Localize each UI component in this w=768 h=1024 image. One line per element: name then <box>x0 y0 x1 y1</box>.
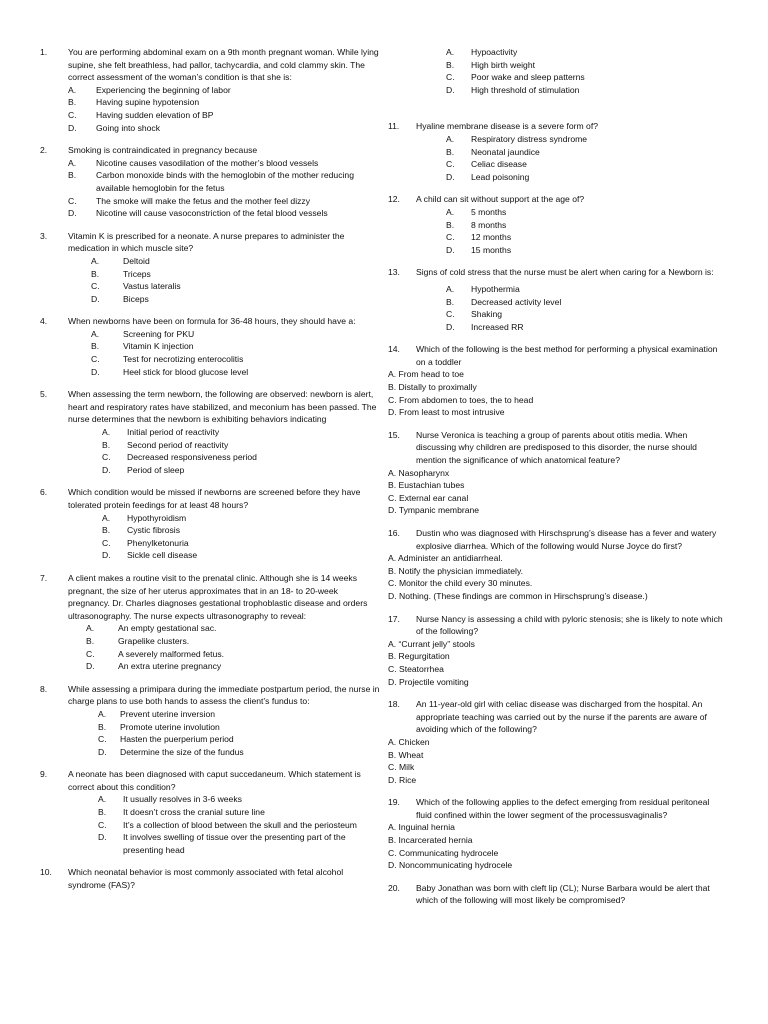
question-15 <box>388 429 724 517</box>
question-2 <box>40 144 382 220</box>
question-number: 18. <box>388 699 400 710</box>
question-13 <box>388 266 724 333</box>
question-number: 4. <box>40 316 48 327</box>
option-b: B. Notify the physician immediately. <box>388 565 524 576</box>
option-c: C. Steatorrhea <box>388 663 444 674</box>
question-text: Which neonatal behavior is most commonly associated with fetal alcohol syndrome (FAS)? <box>68 867 344 891</box>
option-d: D. Noncommunicating hydrocele <box>388 860 513 871</box>
question-number: 17. <box>388 613 400 624</box>
option-c: C. A severely malformed fetus. <box>86 648 225 659</box>
option-a: A. 5 months <box>446 206 507 217</box>
question-text: Signs of cold stress that the nurse must be alert when caring for a Newborn is: <box>416 267 714 278</box>
question-12 <box>388 193 724 256</box>
question-5 <box>40 388 382 476</box>
left-column <box>40 46 382 892</box>
question-11 <box>388 120 724 183</box>
option-b: B. Distally to proximally <box>388 382 477 393</box>
option-c: C. Vastus lateralis <box>91 281 181 292</box>
option-d: D. Lead poisoning <box>446 171 530 182</box>
question-number: 15. <box>388 429 400 440</box>
question-18 <box>388 698 724 786</box>
option-d: D. Sickle cell disease <box>102 550 198 561</box>
question-17 <box>388 613 724 689</box>
question-number: 10. <box>40 867 52 878</box>
question-text: An 11-year-old girl with celiac disease was discharged from the hospital. An appropriate teaching was carried out by the nurse if the parents are aware of avoiding which of the following? <box>416 699 707 735</box>
question-19 <box>388 796 724 872</box>
option-a: A. Nasopharynx <box>388 467 450 478</box>
option-d: D. Projectile vomiting <box>388 676 469 687</box>
question-number: 2. <box>40 145 48 156</box>
question-text: Which of the following is the best method for performing a physical examination on a toddler <box>416 344 718 367</box>
option-d: D. Determine the size of the fundus <box>98 746 244 757</box>
option-a: A. From head to toe <box>388 369 464 380</box>
option-b: B. High birth weight <box>446 59 536 70</box>
option-a: A. Inguinal hernia <box>388 822 455 833</box>
question-text: Vitamin K is prescribed for a neonate. A nurse prepares to administer the medication in which muscle site? <box>68 230 345 254</box>
question-4 <box>40 315 382 378</box>
question-10 <box>40 866 382 891</box>
question-text: When newborns have been on formula for 36-48 hours, they should have a: <box>68 316 356 327</box>
question-number: 9. <box>40 769 48 780</box>
option-a: A. Prevent uterine inversion <box>98 708 216 719</box>
question-text: Dustin who was diagnosed with Hirschsprung’s disease has a fever and watery explosive diarrhea. Which of the following would Nurse Joyce do first? <box>416 528 717 551</box>
question-number: 8. <box>40 683 48 694</box>
option-b: B. Vitamin K injection <box>91 341 194 352</box>
option-a: A. Administer an antidiarrheal. <box>388 553 503 564</box>
question-number: 14. <box>388 344 400 355</box>
option-c: C. The smoke will make the fetus and the mother feel dizzy <box>68 195 310 206</box>
option-a: A. Screening for PKU <box>91 328 195 339</box>
question-9 <box>40 768 382 856</box>
option-c: C. 12 months <box>446 232 512 243</box>
right-column <box>388 46 724 907</box>
option-a: A. Chicken <box>388 736 430 747</box>
option-c: C. Shaking <box>446 309 503 320</box>
option-a: A. Hypoactivity <box>446 47 518 57</box>
question-number: 11. <box>388 121 400 132</box>
question-number: 19. <box>388 797 400 808</box>
option-c: C. Hasten the puerperium period <box>98 734 234 745</box>
option-c: C. Poor wake and sleep patterns <box>446 72 585 83</box>
option-c: C. Celiac disease <box>446 159 527 170</box>
option-a: A. Deltoid <box>91 255 150 266</box>
option-d: D. Nicotine will cause vasoconstriction of the fetal blood vessels <box>68 208 328 219</box>
option-d: D. Biceps <box>91 293 149 304</box>
question-number: 16. <box>388 528 400 538</box>
option-b: B. Regurgitation <box>388 651 450 662</box>
question-number: 6. <box>40 487 48 498</box>
question-text: Nurse Nancy is assessing a child with pyloric stenosis; she is likely to note which of the following? <box>416 613 723 637</box>
question-text: Nurse Veronica is teaching a group of parents about otitis media. When discussing why children are predisposed to this disorder, the nurse should mention the significance of which anatomical feature? <box>416 429 697 466</box>
option-b: B. Cystic fibrosis <box>102 525 181 536</box>
question-number: 12. <box>388 194 400 205</box>
question-number: 7. <box>40 572 48 583</box>
option-d: D. Nothing. (These findings are common in Hirschsprung’s disease.) <box>388 590 648 601</box>
question-text: Which condition would be missed if newborns are screened before they have tolerated protein feedings for at least 48 hours? <box>68 487 361 510</box>
option-d: D. Period of sleep <box>102 464 185 475</box>
question-16 <box>388 527 724 603</box>
option-c: C. Communicating hydrocele <box>388 847 499 858</box>
question-3 <box>40 230 382 306</box>
question-text: While assessing a primipara during the immediate postpartum period, the nurse in charge plans to use both hands to assess the client’s fundus to: <box>68 683 380 707</box>
option-d: D. Heel stick for blood glucose level <box>91 366 249 377</box>
question-8 <box>40 683 382 759</box>
option-b: B. Having supine hypotension <box>68 97 200 108</box>
question-number: 13. <box>388 267 400 278</box>
question-1 <box>40 46 382 134</box>
option-b: B. 8 months <box>446 219 507 230</box>
question-text: Which of the following applies to the defect emerging from residual peritoneal fluid confined within the lower segment of the processusvaginalis? <box>416 797 710 820</box>
option-b: B. Decreased activity level <box>446 296 562 307</box>
option-d: D. Rice <box>388 774 417 785</box>
option-a: A. It usually resolves in 3-6 weeks <box>98 794 242 805</box>
option-a: A. “Currant jelly” stools <box>388 638 475 649</box>
option-b: B. Incarcerated hernia <box>388 835 473 846</box>
option-c: C. From abdomen to toes, the to head <box>388 394 534 405</box>
question-7 <box>40 572 382 673</box>
option-d: D. An extra uterine pregnancy <box>86 661 222 672</box>
option-a: A. Initial period of reactivity <box>102 427 220 438</box>
option-b: B. Triceps <box>91 268 151 279</box>
option-d: D. From least to most intrusive <box>388 407 505 418</box>
option-b: B. Eustachian tubes <box>388 480 465 491</box>
option-b: B. Carbon monoxide binds with the hemoglobin of the mother reducing available hemoglobin for the fetus <box>68 170 354 193</box>
option-d: D. Increased RR <box>446 321 524 332</box>
question-number: 20. <box>388 882 400 893</box>
option-c: C. Phenylketonuria <box>102 537 189 548</box>
option-d: D. Tympanic membrane <box>388 505 480 516</box>
question-number: 1. <box>40 47 48 57</box>
question-text: When assessing the term newborn, the following are observed: newborn is alert, heart and respiratory rates have stabilized, and meconium has been passed. The nurse determines that the newborn is exhibiting behaviors indicating <box>68 389 377 425</box>
option-b: B. It doesn’t cross the cranial suture line <box>98 807 265 818</box>
option-c: C. It’s a collection of blood between the skull and the periosteum <box>98 819 357 830</box>
option-c: C. Test for necrotizing enterocolitis <box>91 354 244 365</box>
option-b: B. Wheat <box>388 749 424 760</box>
question-14 <box>388 343 724 419</box>
question-text: A neonate has been diagnosed with caput succedaneum. Which statement is correct about this condition? <box>68 769 361 792</box>
option-a: A. Hypothyroidism <box>102 512 187 523</box>
option-b: B. Neonatal jaundice <box>446 146 540 157</box>
question-6 <box>40 486 382 562</box>
option-a: A. Respiratory distress syndrome <box>446 133 588 144</box>
option-b: B. Second period of reactivity <box>102 439 229 450</box>
option-d: D. It involves swelling of tissue over the presenting part of the presenting head <box>98 832 346 855</box>
option-d: D. Going into shock <box>68 122 161 133</box>
option-a: A. Hypothermia <box>446 283 520 294</box>
question-text: A child can sit without support at the age of? <box>416 194 585 205</box>
question-10-options <box>388 46 724 96</box>
option-c: C. Milk <box>388 762 415 773</box>
option-b: B. Promote uterine involution <box>98 721 220 732</box>
option-a: A. An empty gestational sac. <box>86 623 217 634</box>
question-text: Baby Jonathan was born with cleft lip (CL); Nurse Barbara would be alert that which of the following will most likely be compromised? <box>416 882 710 906</box>
option-c: C. Monitor the child every 30 minutes. <box>388 578 533 589</box>
option-c: C. Decreased responsiveness period <box>102 452 257 463</box>
option-a: A. Experiencing the beginning of labor <box>68 84 231 95</box>
question-number: 3. <box>40 230 48 241</box>
option-d: D. High threshold of stimulation <box>446 84 580 95</box>
question-text: A client makes a routine visit to the prenatal clinic. Although she is 14 weeks pregnant, the size of her uterus approximates that in an 18- to 20-week pregnancy. Dr. Charles diagnoses gestational trophoblastic disease and orders ultrasonography. The nurse expects ultrasonography to reveal: <box>68 572 368 621</box>
option-c: C. Having sudden elevation of BP <box>68 109 214 120</box>
question-text: Smoking is contraindicated in pregnancy because <box>68 145 258 156</box>
option-d: D. 15 months <box>446 244 512 255</box>
question-text: You are performing abdominal exam on a 9th month pregnant woman. While lying supine, she felt breathless, had pallor, tachycardia, and cold clammy skin. The correct assessment of the woman’s condition is that she is: <box>68 47 379 83</box>
question-number: 5. <box>40 389 48 400</box>
option-b: B. Grapelike clusters. <box>86 635 190 646</box>
question-text: Hyaline membrane disease is a severe form of? <box>416 121 598 132</box>
question-20 <box>388 882 724 907</box>
option-c: C. External ear canal <box>388 492 469 503</box>
option-a: A. Nicotine causes vasodilation of the mother’s blood vessels <box>68 157 319 168</box>
